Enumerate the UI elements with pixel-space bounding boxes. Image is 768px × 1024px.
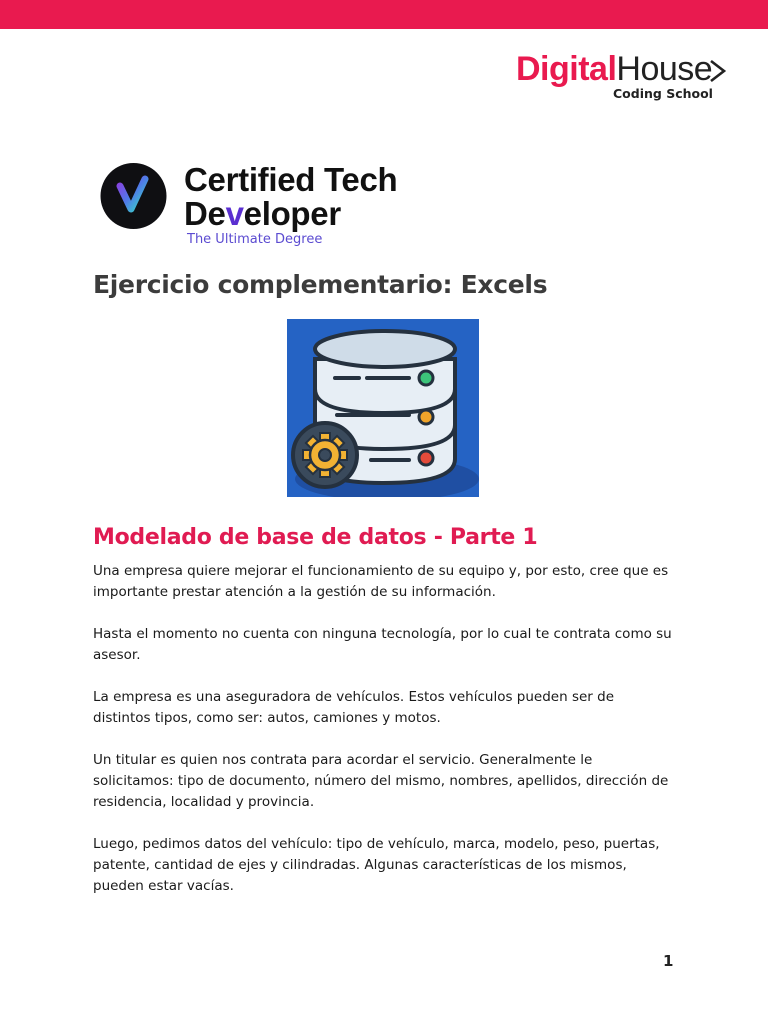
top-accent-bar: [0, 0, 768, 29]
page-title: Ejercicio complementario: Excels: [93, 270, 548, 299]
body-text: [93, 561, 673, 918]
brand-house-text: House: [616, 50, 713, 88]
paragraph: La empresa es una aseguradora de vehículos. Estos vehículos pueden ser de distintos tipos, como ser: autos, camiones y motos.: [93, 689, 615, 726]
paragraph: Luego, pedimos datos del vehículo: tipo de vehículo, marca, modelo, peso, puertas, patente, cantidad de ejes y cilindradas. Algunas características de los mismos, pueden estar vacías.: [93, 836, 660, 894]
ctd-title-line1: Certified Tech: [184, 161, 398, 198]
paragraph: Una empresa quiere mejorar el funcionamiento de su equipo y, por esto, cree que es importante prestar atención a la gestión de su información.: [93, 563, 669, 600]
brand-subtitle: Coding School: [613, 86, 713, 101]
paragraph: Un titular es quien nos contrata para acordar el servicio. Generalmente le solicitamos: tipo de documento, número del mismo, nombres, apellidos, dirección de residencia, localidad y provincia.: [93, 752, 669, 810]
database-gear-icon: [287, 319, 479, 497]
section-heading: Modelado de base de datos - Parte 1: [93, 525, 538, 550]
ctd-v-logo-icon: [100, 163, 167, 229]
ctd-title-line2: Developer: [184, 195, 341, 232]
paragraph: Hasta el momento no cuenta con ninguna tecnología, por lo cual te contrata como su asesor.: [93, 626, 672, 663]
ctd-title: [184, 163, 397, 231]
digital-house-logo: [516, 50, 746, 106]
page-number: 1: [663, 952, 674, 970]
brand-digital-text: Digital: [516, 50, 617, 88]
chevron-right-icon: [709, 59, 727, 83]
ctd-tagline: The Ultimate Degree: [187, 232, 323, 247]
